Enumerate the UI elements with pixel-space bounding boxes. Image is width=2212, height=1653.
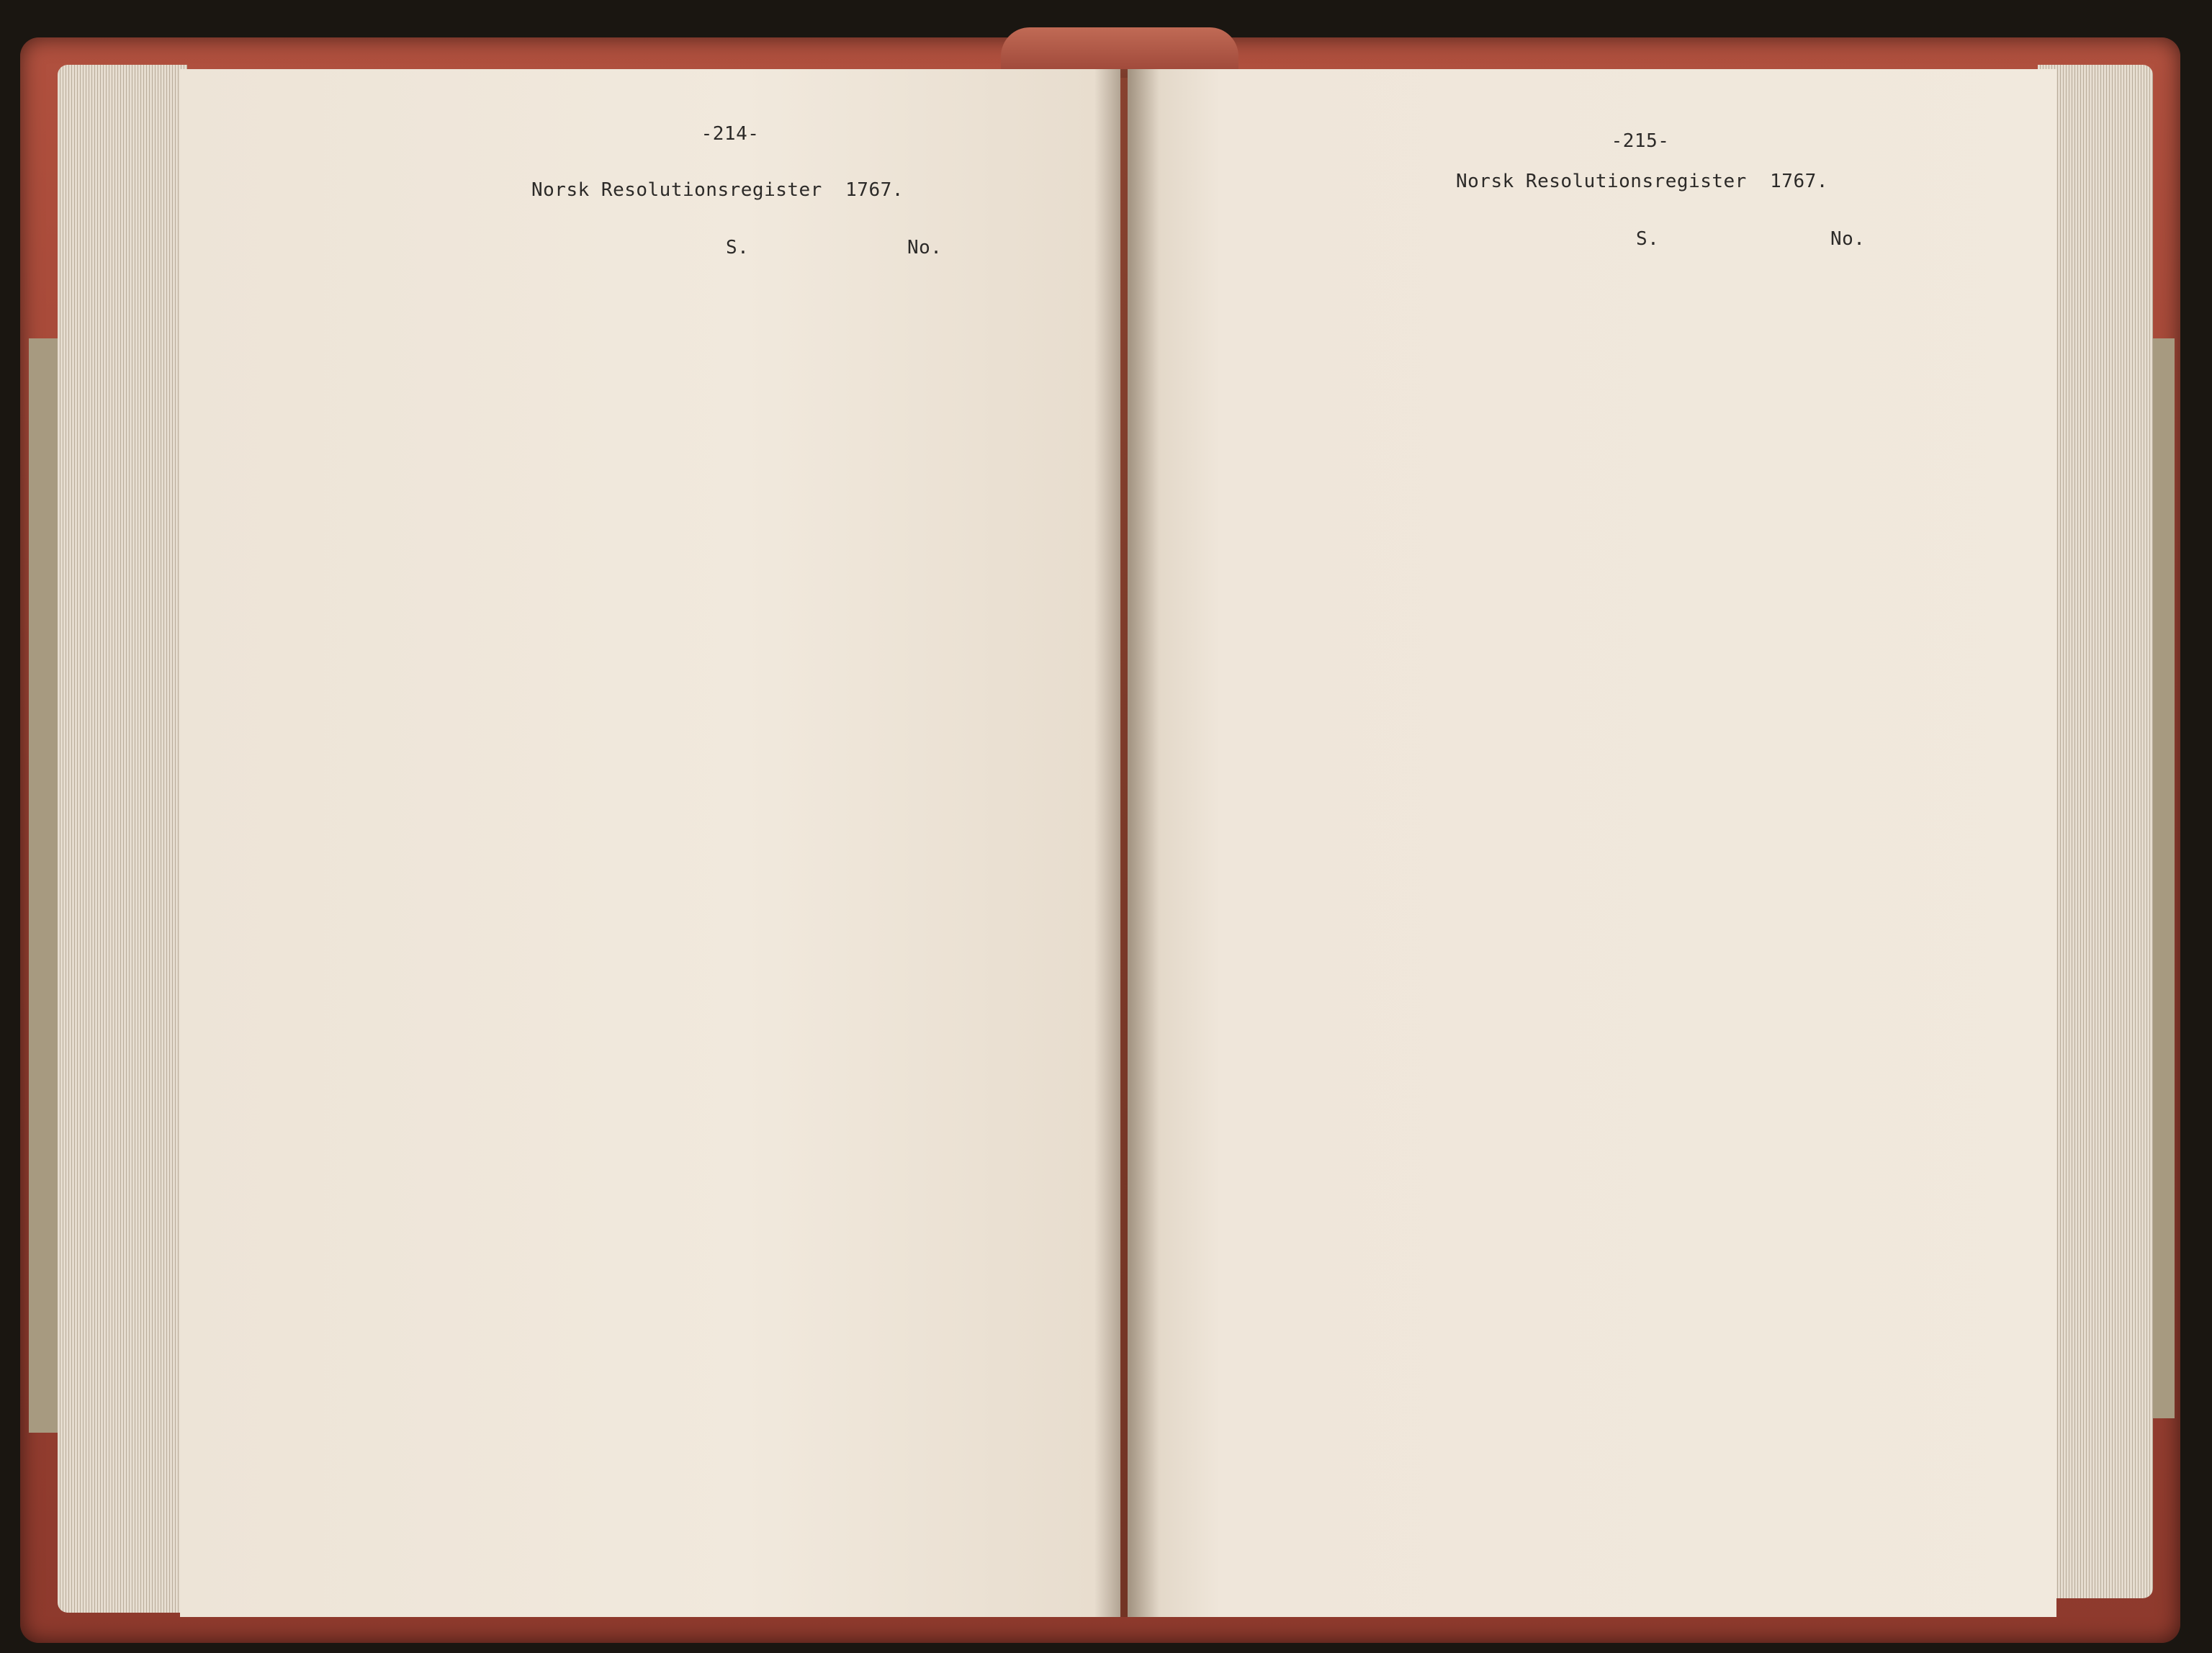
left-page-title: Norsk Resolutionsregister 1767.	[531, 179, 904, 201]
left-column-no: No.	[907, 237, 943, 258]
book-gutter	[1094, 69, 1159, 1617]
page-edges-left	[58, 65, 187, 1613]
right-page-title: Norsk Resolutionsregister 1767.	[1456, 171, 1828, 192]
left-page-number: -214-	[701, 123, 760, 145]
right-column-s: S.	[1636, 228, 1660, 250]
right-page-number: -215-	[1611, 130, 1670, 152]
right-page	[1128, 69, 2056, 1617]
right-column-no: No.	[1830, 228, 1866, 250]
left-column-s: S.	[726, 237, 750, 258]
left-page	[180, 69, 1120, 1617]
